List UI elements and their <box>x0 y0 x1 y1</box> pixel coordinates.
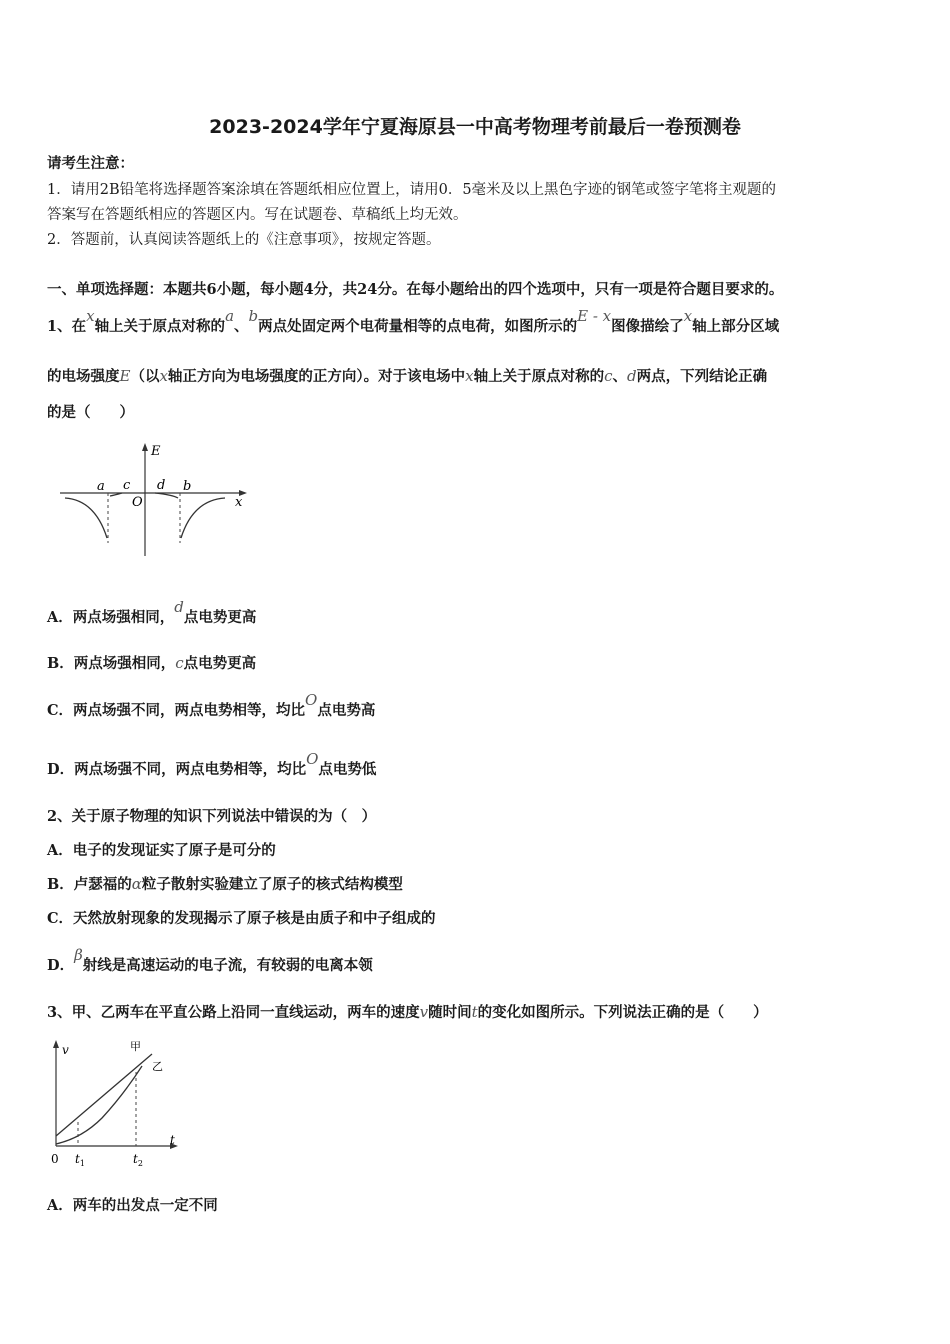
graph-label-E: E <box>151 444 161 459</box>
q1-stem-line3: 的是（ ） <box>47 404 134 421</box>
page-title: 2023-2024学年宁夏海原县一中高考物理考前最后一卷预测卷 <box>209 116 741 138</box>
q1-stem-line1: 1、在x轴上关于原点对称的a、b两点处固定两个电荷量相等的点电荷，如图所示的E - x图像描绘了x轴上部分区域 <box>47 307 780 335</box>
q2-option-d: D．β射线是高速运动的电子流，有较弱的电离本领 <box>47 946 373 974</box>
q3-stem: 3、甲、乙两车在平直公路上沿同一直线运动，两车的速度v随时间t的变化如图所示。下列说法正确的是（ ） <box>47 1003 768 1021</box>
graph-label-c: c <box>123 478 131 493</box>
graph-label-O: O <box>132 495 143 510</box>
q2-stem: 2、关于原子物理的知识下列说法中错误的为（ ） <box>47 808 377 825</box>
q1-stem-line2: 的电场强度E（以x轴正方向为电场强度的正方向）。对于该电场中x轴上关于原点对称的c、d两点，下列结论正确 <box>47 367 768 385</box>
q1-option-a: A．两点场强相同，d点电势更高 <box>47 598 257 626</box>
notice-item-1b: 答案写在答题纸相应的答题区内。写在试题卷、草稿纸上均无效。 <box>47 207 468 223</box>
graph-label-t: t <box>170 1133 175 1147</box>
q3-option-a: A．两车的出发点一定不同 <box>47 1197 218 1214</box>
notice-item-2: 2．答题前，认真阅读答题纸上的《注意事项》，按规定答题。 <box>47 232 441 248</box>
graph-label-t1: $t_1$ <box>75 1152 85 1168</box>
graph-label-yi: 乙 <box>152 1060 163 1073</box>
q2-option-c: C．天然放射现象的发现揭示了原子核是由质子和中子组成的 <box>47 910 436 927</box>
q1-option-c: C．两点场强不同，两点电势相等，均比O点电势高 <box>47 691 376 719</box>
v-t-graph <box>42 1036 192 1171</box>
graph-label-t2: $t_2$ <box>133 1152 143 1168</box>
e-x-graph <box>55 438 255 563</box>
q2-option-a: A．电子的发现证实了原子是可分的 <box>47 842 276 859</box>
q1-option-d: D．两点场强不同，两点电势相等，均比O点电势低 <box>47 750 377 778</box>
graph-label-a: a <box>97 479 105 494</box>
notice-item-1a: 1．请用2B铅笔将选择题答案涂填在答题纸相应位置上，请用0．5毫米及以上黑色字迹的钢笔或签字笔将主观题的 <box>47 182 777 198</box>
q2-option-b: B．卢瑟福的α粒子散射实验建立了原子的核式结构模型 <box>47 875 403 893</box>
graph-label-zero: 0 <box>51 1152 59 1166</box>
graph-label-jia: 甲 <box>130 1040 141 1053</box>
graph-label-b: b <box>183 479 192 494</box>
notice-heading: 请考生注意： <box>47 155 134 172</box>
q1-option-b: B．两点场强相同，c点电势更高 <box>47 654 257 672</box>
graph-label-v: v <box>62 1043 69 1057</box>
graph-label-x: x <box>235 495 243 510</box>
section-heading: 一、单项选择题：本题共6小题，每小题4分，共24分。在每小题给出的四个选项中，只有一项是符合题目要求的。 <box>47 281 784 298</box>
graph-label-d: d <box>157 478 166 493</box>
